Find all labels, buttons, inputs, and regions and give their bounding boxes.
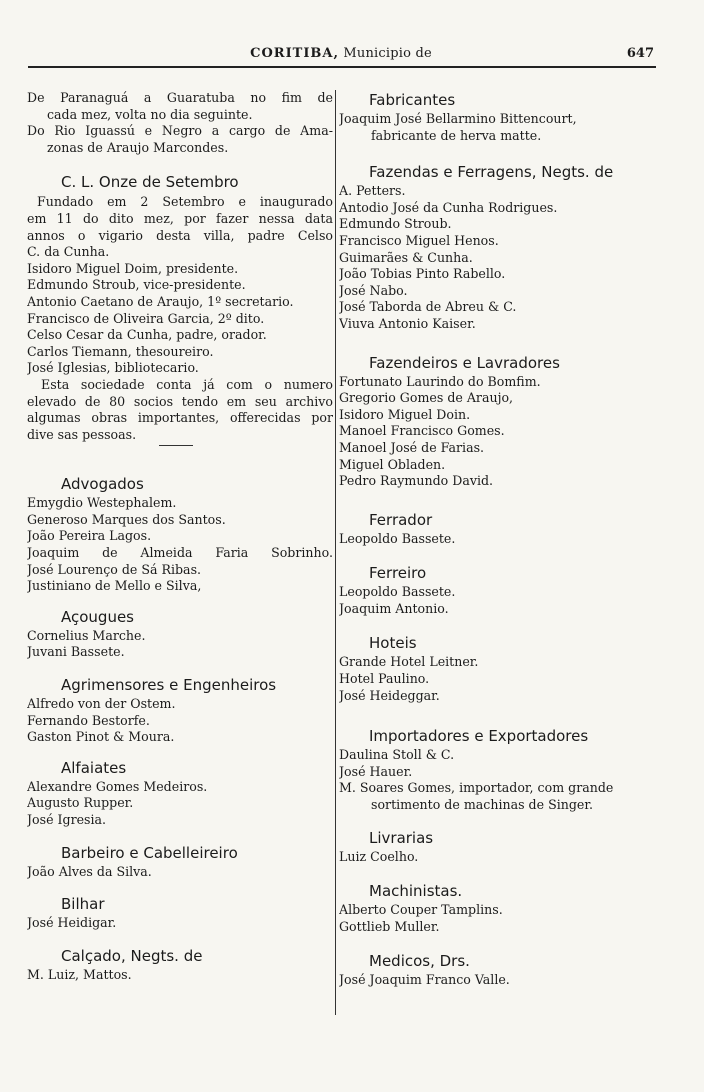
right-column: [339, 90, 649, 989]
header-rule: [28, 66, 656, 68]
list-item: Juvani Bassete.: [27, 644, 125, 660]
list-item: Alexandre Gomes Medeiros.: [27, 778, 208, 794]
transport-line: Do Rio Iguassú e Negro a cargo de Ama-: [27, 123, 333, 139]
section-heading-hoteis: Hoteis: [369, 634, 417, 653]
list-item: Manoel Francisco Gomes.: [339, 423, 505, 439]
club-line: Fundado em 2 Setembro e inaugurado: [37, 194, 333, 210]
transport-line: cada mez, volta no dia seguinte.: [47, 106, 253, 122]
club-line: em 11 do dito mez, por fazer nessa data: [27, 210, 333, 226]
list-item: fabricante de herva matte.: [371, 127, 542, 143]
list-item: João Pereira Lagos.: [27, 528, 152, 544]
list-item: Leopoldo Bassete.: [339, 530, 456, 546]
list-item: Joaquim José Bellarmino Bittencourt,: [339, 111, 577, 126]
section-heading-fabricantes: Fabricantes: [369, 91, 456, 109]
left-column: [27, 90, 333, 983]
list-item: Isidoro Miguel Doin.: [339, 406, 471, 422]
list-item: M. Luiz, Mattos.: [27, 966, 132, 982]
club-line: Antonio Caetano de Araujo, 1º secretario.: [27, 293, 294, 309]
club-line: annos o vigario desta villa, padre Celso: [27, 227, 333, 243]
club-line: elevado de 80 socios tendo em seu archivo: [27, 393, 333, 409]
club-line: C. da Cunha.: [27, 244, 110, 260]
club-line: Esta sociedade conta já com o numero: [41, 376, 333, 392]
list-item: A. Petters.: [339, 183, 406, 199]
list-item: Hotel Paulino.: [339, 671, 430, 687]
list-item: Alfredo von der Ostem.: [27, 696, 176, 712]
section-heading-fazendas: Fazendas e Ferragens, Negts. de: [369, 163, 614, 182]
list-item: José Joaquim Franco Valle.: [339, 972, 510, 988]
page-number: 647: [626, 46, 654, 61]
transport-line: De Paranaguá a Guaratuba no fim de: [27, 90, 333, 105]
transport-line: zonas de Araujo Marcondes.: [47, 139, 229, 155]
club-heading: C. L. Onze de Setembro: [61, 173, 239, 192]
list-item: Gottlieb Muller.: [339, 918, 440, 934]
running-title: [28, 46, 654, 61]
club-line: algumas obras importantes, offerecidas por: [27, 410, 333, 426]
section-divider: [159, 445, 193, 446]
section-heading-fazendeiros: Fazendeiros e Lavradores: [369, 353, 560, 372]
club-line: José Iglesias, bibliotecario.: [27, 360, 199, 376]
section-heading-importadores: Importadores e Exportadores: [369, 727, 589, 746]
club-line: dive sas pessoas.: [27, 426, 137, 442]
list-item: Edmundo Stroub.: [339, 216, 452, 232]
list-item: Joaquim de Almeida Faria Sobrinho.: [27, 545, 333, 561]
section-heading-bilhar: Bilhar: [61, 895, 105, 914]
list-item: Gregorio Gomes de Araujo,: [339, 390, 514, 406]
list-item: Guimarães & Cunha.: [339, 249, 473, 265]
list-item: João Tobias Pinto Rabello.: [339, 266, 506, 282]
list-item: Antodio José da Cunha Rodrigues.: [339, 199, 558, 215]
list-item: Grande Hotel Leitner.: [339, 654, 479, 670]
list-item: José Heidigar.: [27, 915, 117, 931]
section-heading-machinistas: Machinistas.: [369, 882, 463, 901]
list-item: Alberto Couper Tamplins.: [339, 902, 503, 918]
city-name: CORITIBA,: [250, 46, 340, 61]
list-item: Viuva Antonio Kaiser.: [339, 315, 476, 331]
list-item: Joaquim Antonio.: [339, 600, 449, 616]
list-item: José Lourenço de Sá Ribas.: [27, 561, 202, 577]
list-item: Gaston Pinot & Moura.: [27, 729, 175, 745]
list-item: M. Soares Gomes, importador, com grande: [339, 780, 614, 796]
list-item: João Alves da Silva.: [27, 863, 152, 879]
section-heading-ferrador: Ferrador: [369, 510, 433, 529]
page-header: [28, 46, 654, 68]
list-item: José Taborda de Abreu & C.: [339, 299, 517, 315]
section-heading-livrarias: Livrarias: [369, 828, 434, 847]
list-item: José Heideggar.: [339, 687, 440, 703]
club-line: Isidoro Miguel Doim, presidente.: [27, 260, 239, 276]
list-item: José Nabo.: [339, 282, 408, 298]
municipio-label: Municipio de: [343, 46, 432, 61]
list-item: Emygdio Westephalem.: [27, 495, 177, 511]
list-item: sortimento de machinas de Singer.: [371, 797, 593, 813]
club-line: Francisco de Oliveira Garcia, 2º dito.: [27, 310, 265, 326]
list-item: Miguel Obladen.: [339, 456, 446, 472]
list-item: Daulina Stoll & C.: [339, 747, 455, 763]
club-line: Edmundo Stroub, vice-presidente.: [27, 277, 246, 293]
list-item: Luiz Coelho.: [339, 848, 419, 864]
list-item: Manoel José de Farias.: [339, 439, 485, 455]
club-line: Celso Cesar da Cunha, padre, orador.: [27, 327, 267, 343]
column-divider: [335, 90, 336, 1015]
club-line: Carlos Tiemann, thesoureiro.: [27, 343, 214, 359]
list-item: Generoso Marques dos Santos.: [27, 511, 226, 527]
list-item: Augusto Rupper.: [27, 795, 134, 811]
section-heading-barbeiro: Barbeiro e Cabelleireiro: [61, 843, 238, 862]
list-item: Justiniano de Mello e Silva,: [27, 578, 202, 594]
list-item: Francisco Miguel Henos.: [339, 232, 499, 248]
section-heading-agrimensores: Agrimensores e Engenheiros: [61, 676, 277, 695]
section-heading-calcado: Calçado, Negts. de: [61, 946, 203, 965]
list-item: Fernando Bestorfe.: [27, 712, 150, 728]
list-item: Fortunato Laurindo do Bomfim.: [339, 373, 541, 389]
list-item: José Igresia.: [27, 812, 107, 827]
section-heading-advogados: Advogados: [61, 475, 144, 494]
list-item: Cornelius Marche.: [27, 627, 146, 643]
list-item: Leopoldo Bassete.: [339, 584, 456, 600]
list-item: Pedro Raymundo David.: [339, 473, 494, 489]
section-heading-acougues: Açougues: [61, 607, 135, 626]
section-heading-ferreiro: Ferreiro: [369, 564, 427, 583]
section-heading-alfaiates: Alfaiates: [61, 758, 127, 777]
section-heading-medicos: Medicos, Drs.: [369, 952, 470, 971]
list-item: José Hauer.: [339, 763, 413, 779]
